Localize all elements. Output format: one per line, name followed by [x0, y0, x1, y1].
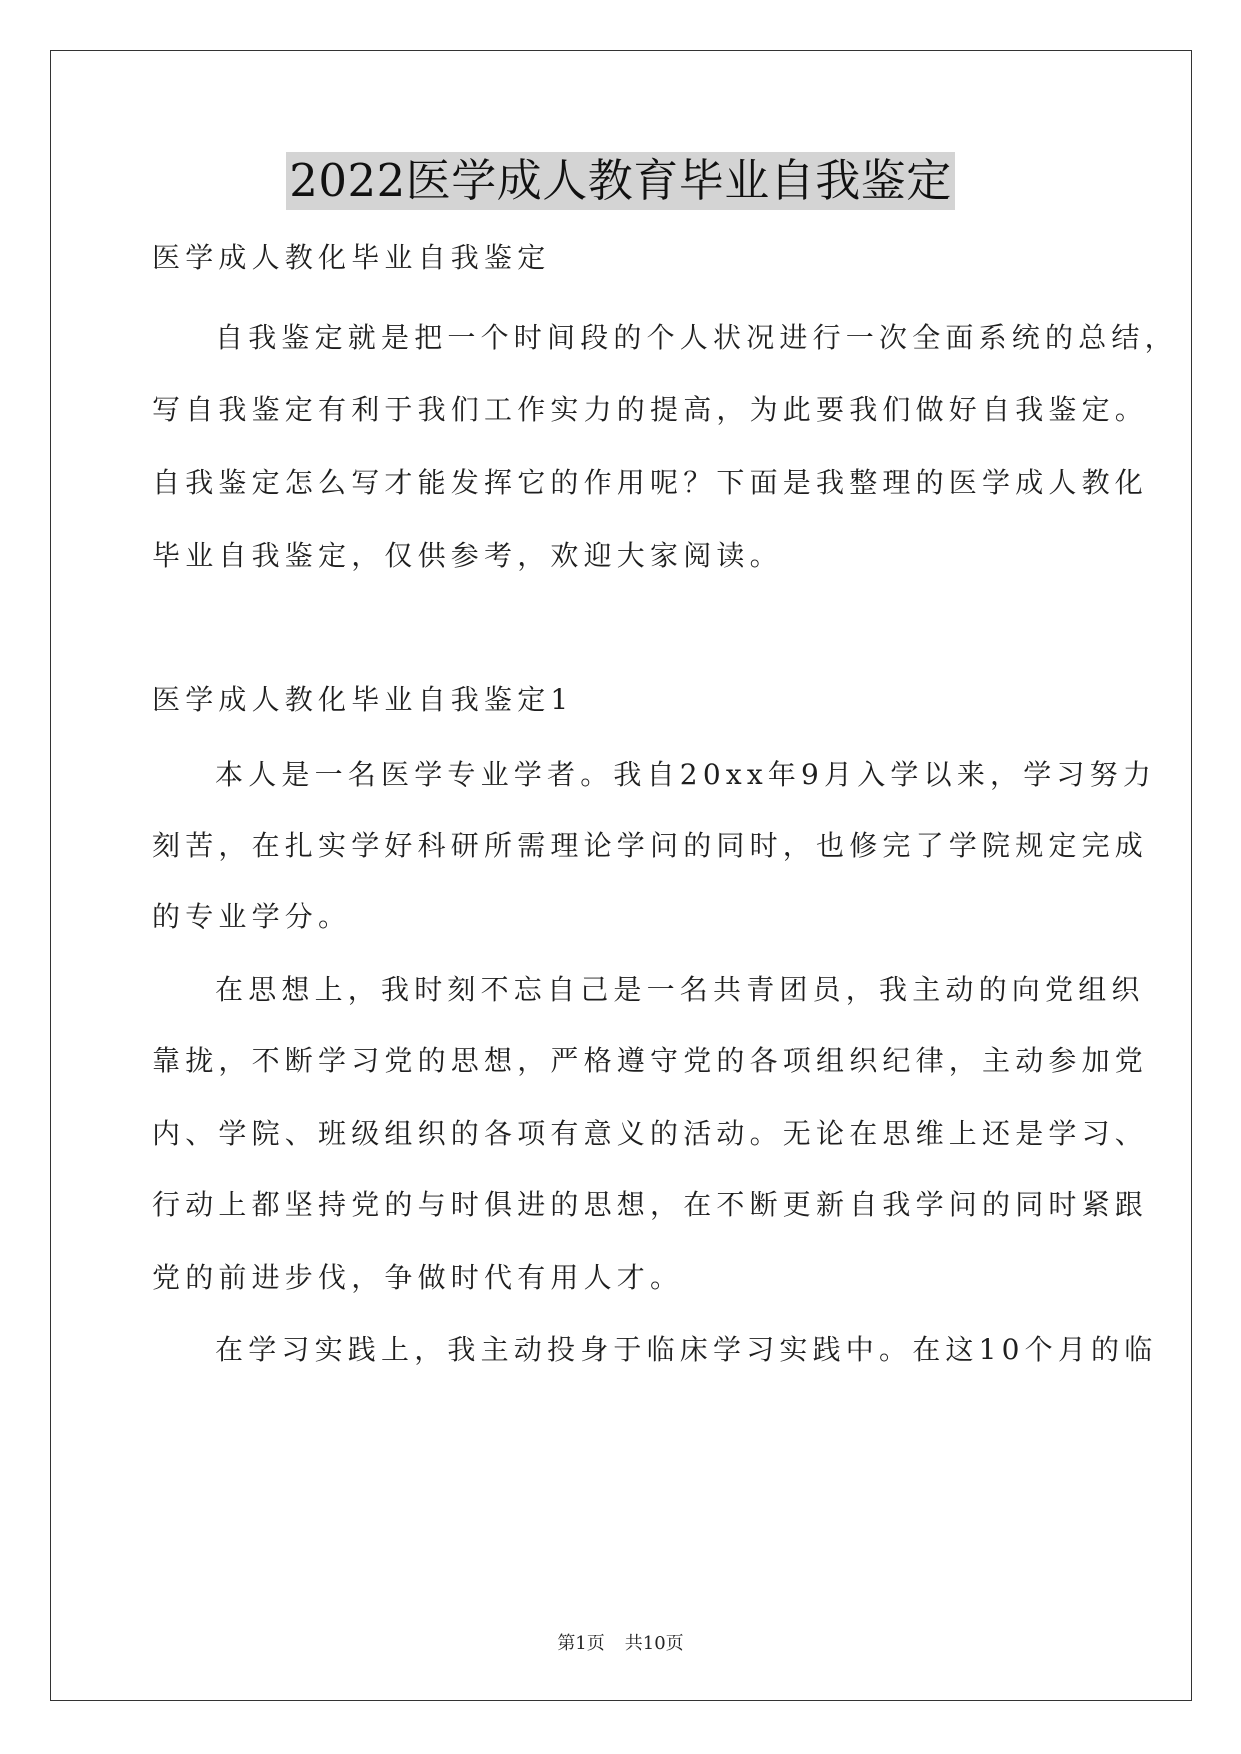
document-title: 2022医学成人教育毕业自我鉴定: [286, 152, 955, 210]
paragraph-line: 自我鉴定怎么写才能发挥它的作用呢？下面是我整理的医学成人教化: [152, 466, 1149, 499]
paragraph-line: 的专业学分。: [152, 900, 352, 933]
paragraph-line: 本人是一名医学专业学者。我自20xx年9月入学以来，学习努力: [215, 758, 1157, 791]
paragraph-line: 在学习实践上，我主动投身于临床学习实践中。在这10个月的临: [215, 1333, 1158, 1366]
total-pages: 共10页: [624, 1633, 684, 1654]
section-heading: 医学成人教化毕业自我鉴定1: [152, 683, 574, 716]
paragraph-line: 党的前进步伐，争做时代有用人才。: [152, 1261, 684, 1294]
paragraph-line: 靠拢，不断学习党的思想，严格遵守党的各项组织纪律，主动参加党: [152, 1044, 1149, 1077]
page-border: [50, 50, 1192, 1701]
section-heading: 医学成人教化毕业自我鉴定: [152, 241, 551, 274]
paragraph-line: 内、学院、班级组织的各项有意义的活动。无论在思维上还是学习、: [152, 1117, 1149, 1150]
paragraph-line: 写自我鉴定有利于我们工作实力的提高，为此要我们做好自我鉴定。: [152, 393, 1149, 426]
title-container: [0, 152, 1241, 210]
page-footer: [0, 1632, 1241, 1656]
paragraph-line: 行动上都坚持党的与时俱进的思想，在不断更新自我学问的同时紧跟: [152, 1188, 1149, 1221]
paragraph-line: 毕业自我鉴定，仅供参考，欢迎大家阅读。: [152, 539, 783, 572]
paragraph-line: 自我鉴定就是把一个时间段的个人状况进行一次全面系统的总结，: [215, 321, 1178, 354]
paragraph-line: 在思想上，我时刻不忘自己是一名共青团员，我主动的向党组织: [215, 973, 1145, 1006]
page-number: 第1页: [557, 1633, 605, 1654]
paragraph-line: 刻苦，在扎实学好科研所需理论学问的同时，也修完了学院规定完成: [152, 829, 1149, 862]
